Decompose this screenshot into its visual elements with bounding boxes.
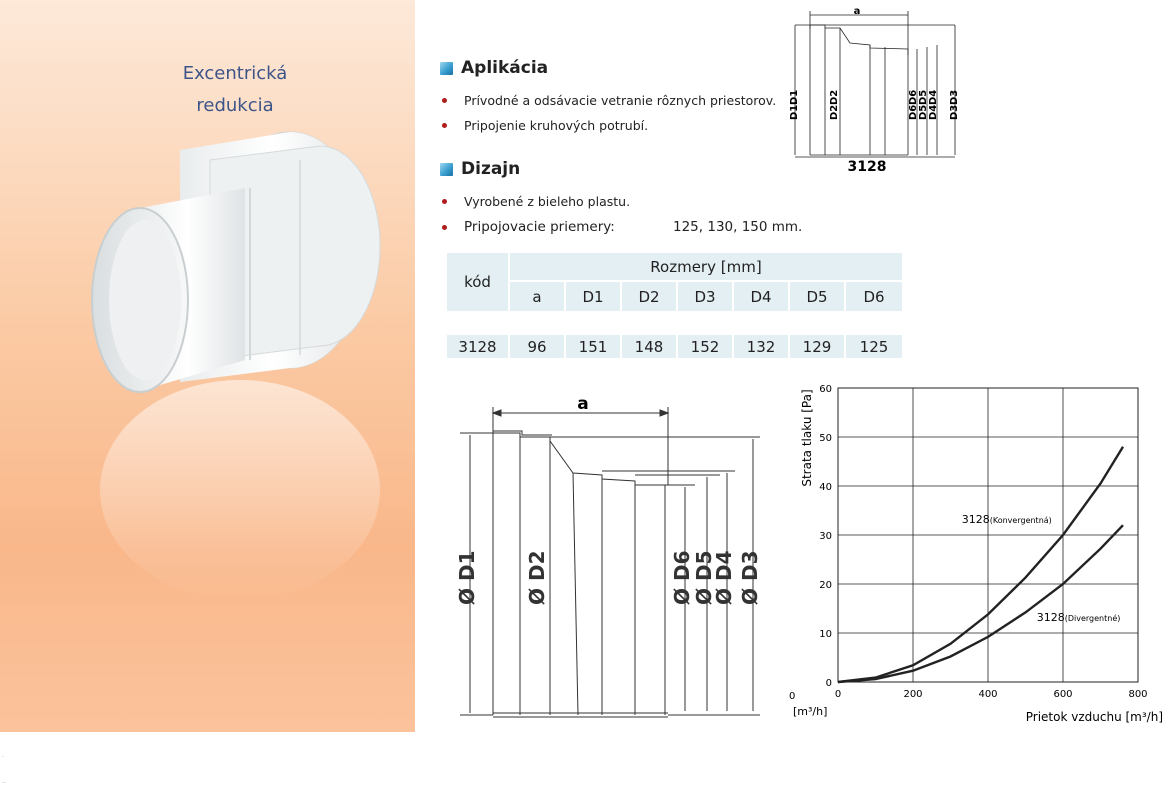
- table-cell: 96: [510, 335, 566, 358]
- small-label-d4: D4: [928, 104, 939, 120]
- product-title-line2: redukcia: [196, 95, 274, 116]
- large-label-d4: Ø D4: [712, 550, 736, 605]
- series-line: [838, 525, 1123, 682]
- pressure-loss-chart: [785, 378, 1170, 728]
- column-header: D2: [622, 282, 678, 311]
- y-tick-label: 30: [819, 531, 832, 542]
- x-tick-label: 0: [834, 689, 842, 700]
- table-cell: 148: [622, 335, 678, 358]
- spec-table: [447, 253, 902, 358]
- design-item: [442, 219, 842, 235]
- small-dim-a: a: [853, 6, 861, 17]
- chart-annotations: [962, 513, 1121, 624]
- design-heading-text: Dizajn: [461, 159, 521, 179]
- product-image: [0, 120, 415, 732]
- large-label-d6: Ø D6: [670, 550, 694, 605]
- bullet-icon: [442, 98, 447, 103]
- x-tick-label: 400: [978, 689, 998, 700]
- bullet-icon: [442, 199, 447, 204]
- large-dim-a: a: [577, 394, 589, 414]
- small-label-d2: D2: [829, 104, 840, 120]
- series-line: [838, 447, 1123, 682]
- large-label-d3: Ø D3: [738, 550, 762, 605]
- design-item-text: Pripojovacie priemery:: [464, 219, 615, 235]
- table-cell: 125: [846, 335, 902, 358]
- small-label-d1: D1: [789, 89, 800, 105]
- small-label-d4: D4: [928, 89, 939, 105]
- product-title: [130, 58, 340, 122]
- table-cell: 129: [790, 335, 846, 358]
- y-tick-label: 0: [825, 678, 832, 689]
- small-label-d2: D2: [829, 89, 840, 105]
- application-heading-text: Aplikácia: [461, 58, 549, 78]
- cube-icon: [440, 163, 453, 176]
- annotation-sub: (Konvergentná): [989, 515, 1052, 525]
- column-header: D5: [790, 282, 846, 311]
- small-label-d6: D6: [908, 89, 919, 105]
- column-header: D6: [846, 282, 902, 311]
- y-tick-label: 20: [819, 580, 832, 591]
- y-tick-label: 60: [819, 384, 832, 395]
- dimensions-header: Rozmery [mm]: [510, 253, 902, 282]
- application-heading: [440, 58, 548, 78]
- x-origin-label: 0: [789, 691, 796, 702]
- small-label-d3: D3: [949, 104, 960, 120]
- y-axis-label: Strata tlaku [Pa]: [800, 389, 814, 487]
- table-cell: 152: [678, 335, 734, 358]
- column-header: a: [510, 282, 566, 311]
- column-header: D1: [566, 282, 622, 311]
- table-row: [447, 335, 902, 358]
- x-tick-label: 800: [1128, 689, 1148, 700]
- cube-icon: [440, 62, 453, 75]
- large-label-d2: Ø D2: [525, 550, 549, 605]
- large-dimension-drawing: [440, 385, 770, 725]
- series-annotation: [1037, 611, 1121, 624]
- chart-series: [838, 447, 1123, 682]
- series-annotation: [962, 513, 1052, 526]
- x-tick-label: 600: [1053, 689, 1073, 700]
- column-header: D3: [678, 282, 734, 311]
- table-cell-code: 3128: [447, 335, 510, 358]
- x-tick-label: 200: [903, 689, 923, 700]
- bullet-icon: [442, 225, 447, 230]
- large-label-d1: Ø D1: [455, 550, 479, 605]
- table-cell: 132: [734, 335, 790, 358]
- design-heading: [440, 159, 520, 179]
- annotation-sub: (Divergentné): [1064, 613, 1121, 623]
- y-tick-label: 50: [819, 433, 832, 444]
- product-title-line1: Excentrická: [182, 63, 288, 84]
- application-item-text: Prívodné a odsávacie vetranie rôznych priestorov.: [464, 93, 777, 108]
- small-label-d5: D5: [918, 104, 929, 120]
- code-header: kód: [447, 253, 510, 311]
- small-drawing-code: 3128: [847, 159, 887, 175]
- table-cell: 151: [566, 335, 622, 358]
- application-item: [442, 118, 648, 133]
- annotation-main: 3128: [961, 512, 990, 526]
- y-tick-label: 10: [819, 629, 832, 640]
- column-header: D4: [734, 282, 790, 311]
- small-label-d3: D3: [949, 89, 960, 105]
- y-tick-labels: [819, 384, 832, 689]
- application-item: [442, 93, 776, 108]
- design-item-text: Vyrobené z bieleho plastu.: [464, 194, 631, 209]
- product-panel: [0, 0, 415, 732]
- design-item: [442, 194, 630, 209]
- y-tick-label: 40: [819, 482, 832, 493]
- x-unit-left: [m³/h]: [793, 705, 828, 718]
- small-label-d5: D5: [918, 89, 929, 105]
- large-label-d5: Ø D5: [692, 550, 716, 605]
- small-label-d6: D6: [908, 104, 919, 120]
- x-tick-labels: [835, 689, 1148, 700]
- small-label-d1: D1: [789, 104, 800, 120]
- annotation-main: 3128: [1036, 610, 1065, 624]
- diameters-value: 125, 130, 150 mm.: [673, 219, 803, 235]
- x-axis-label: Prietok vzduchu [m³/h]: [1025, 710, 1163, 724]
- bullet-icon: [442, 123, 447, 128]
- application-item-text: Pripojenie kruhových potrubí.: [464, 118, 649, 133]
- small-dimension-drawing: [785, 5, 970, 175]
